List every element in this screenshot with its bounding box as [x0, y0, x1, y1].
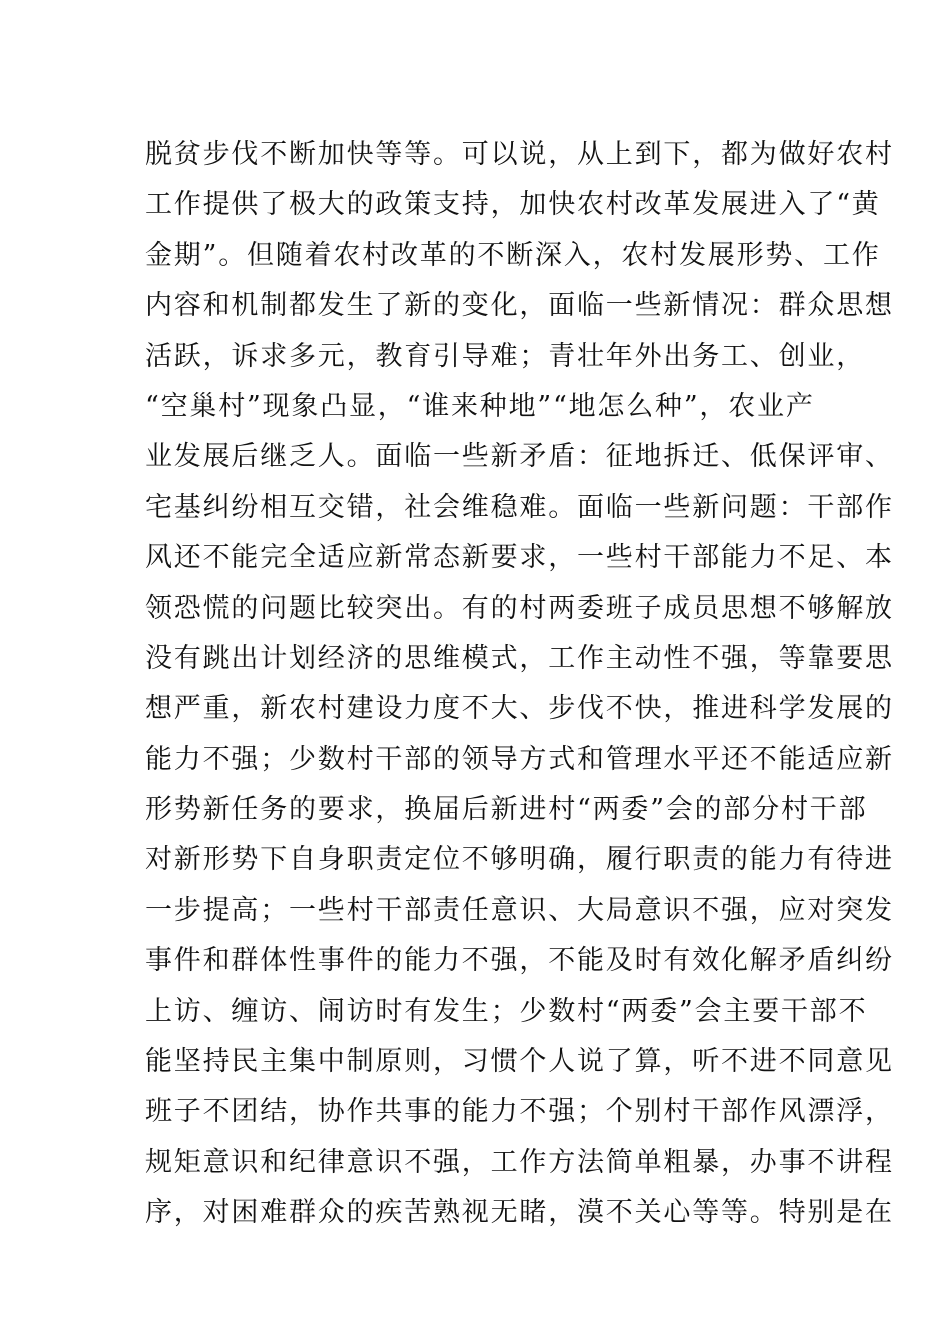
text-line: 领恐慌的问题比较突出。有的村两委班子成员思想不够解放 [145, 592, 894, 624]
text-line: 规矩意识和纪律意识不强，工作方法简单粗暴，办事不讲程 [145, 1146, 894, 1178]
text-line: 形势新任务的要求，换届后新进村“两委”会的部分村干部 [145, 794, 868, 826]
text-line: 没有跳出计划经济的思维模式，工作主动性不强，等靠要思 [145, 642, 894, 674]
text-line: 想严重，新农村建设力度不大、步伐不快，推进科学发展的 [145, 693, 894, 725]
text-line: 风还不能完全适应新常态新要求，一些村干部能力不足、本 [145, 542, 894, 574]
text-line: 序，对困难群众的疾苦熟视无睹，漠不关心等等。特别是在 [145, 1197, 894, 1229]
text-line: 班子不团结，协作共事的能力不强；个别村干部作风漂浮， [145, 1096, 894, 1128]
text-line: “空巢村”现象凸显，“谁来种地”“地怎么种”，农业产 [145, 390, 815, 422]
body-text [145, 130, 894, 1239]
text-line: 工作提供了极大的政策支持，加快农村改革发展进入了“黄 [145, 189, 881, 221]
text-line: 事件和群体性事件的能力不强，不能及时有效化解矛盾纠纷 [145, 945, 894, 977]
text-line: 宅基纠纷相互交错，社会维稳难。面临一些新问题：干部作 [145, 491, 894, 523]
text-line: 业发展后继乏人。面临一些新矛盾：征地拆迁、低保评审、 [145, 441, 894, 473]
text-line: 一步提高；一些村干部责任意识、大局意识不强，应对突发 [145, 894, 894, 926]
text-line: 上访、缠访、闹访时有发生；少数村“两委”会主要干部不 [145, 995, 868, 1027]
text-line: 内容和机制都发生了新的变化，面临一些新情况：群众思想 [145, 290, 894, 322]
text-line: 脱贫步伐不断加快等等。可以说，从上到下，都为做好农村 [145, 139, 894, 170]
text-line: 活跃，诉求多元，教育引导难；青壮年外出务工、创业， [145, 340, 865, 372]
text-line: 能坚持民主集中制原则，习惯个人说了算，听不进不同意见 [145, 1046, 894, 1078]
text-line: 对新形势下自身职责定位不够明确，履行职责的能力有待进 [145, 844, 894, 876]
text-line: 金期”。但随着农村改革的不断深入，农村发展形势、工作 [145, 239, 881, 271]
text-line: 能力不强；少数村干部的领导方式和管理水平还不能适应新 [145, 743, 894, 775]
